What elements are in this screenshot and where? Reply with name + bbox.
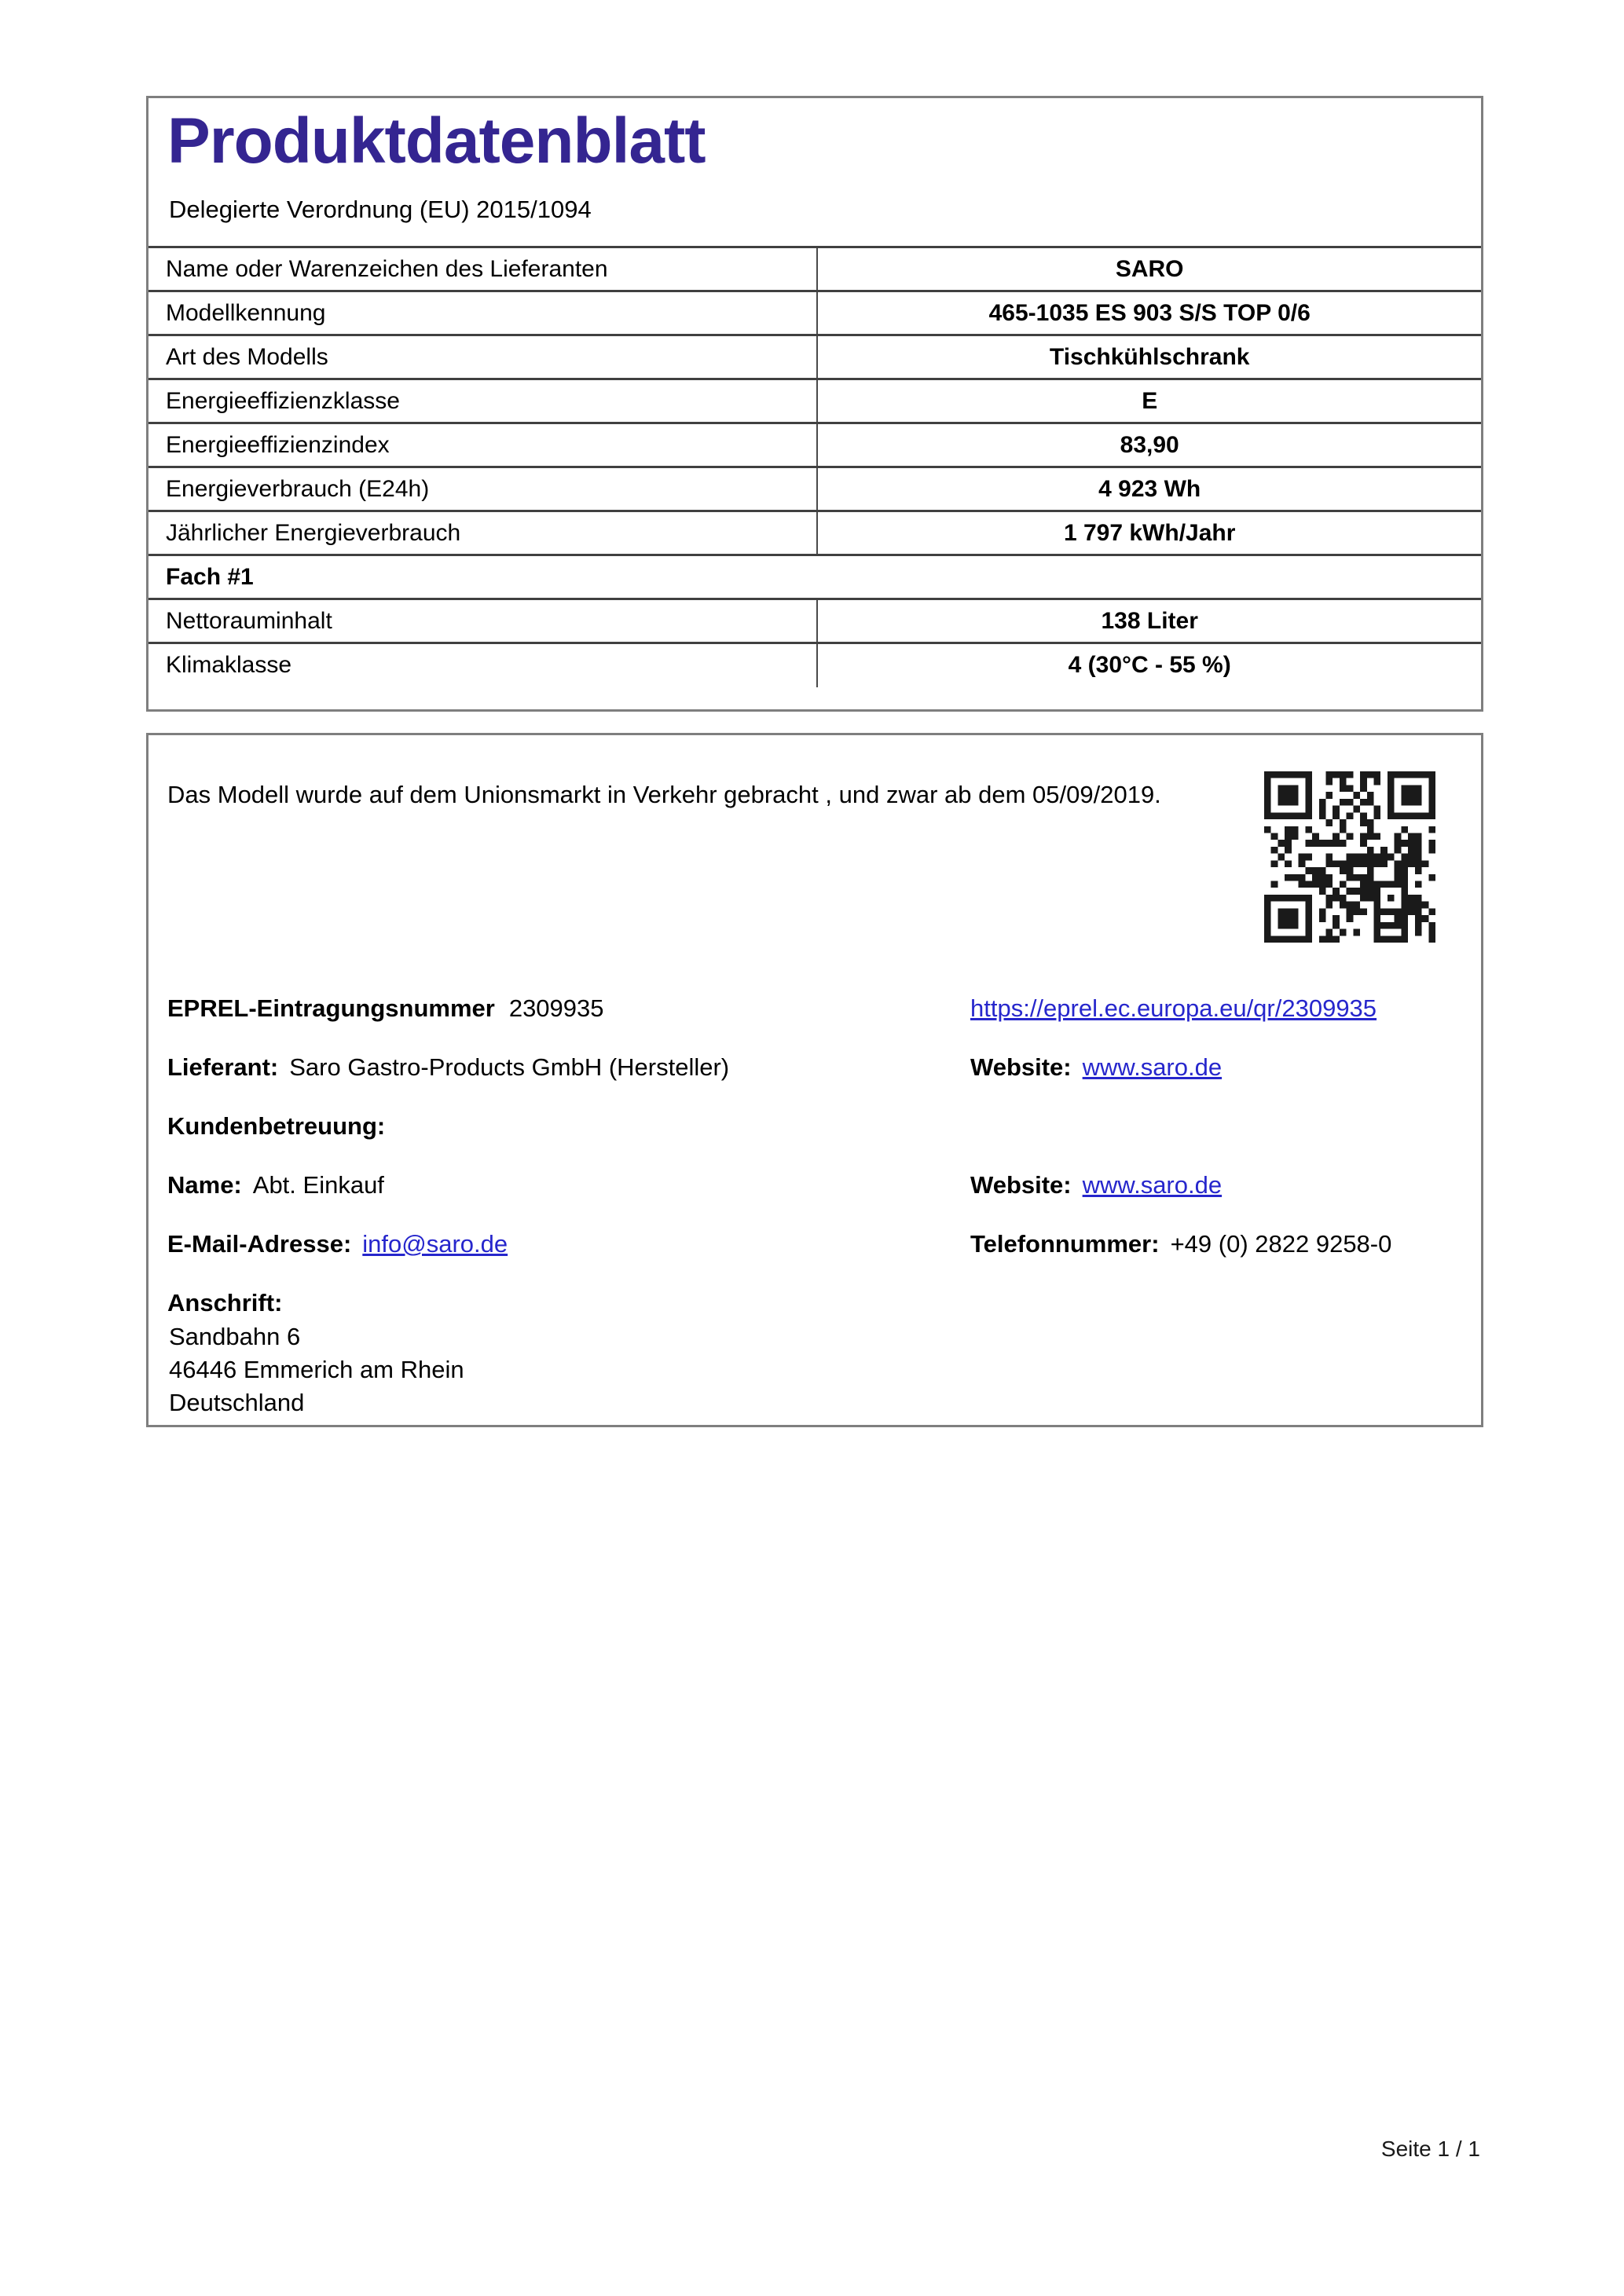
row-label: Energieverbrauch (E24h) (148, 467, 817, 511)
page-number: Seite 1 / 1 (1380, 2137, 1480, 2161)
website-label: Website: (970, 1053, 1072, 1081)
eprel-label: EPREL-Eintragungsnummer (167, 994, 495, 1022)
name-row-right (970, 1171, 1222, 1199)
spec-table (148, 246, 1481, 687)
table-row (148, 643, 1481, 687)
row-label: Energieeffizienzklasse (148, 379, 817, 423)
row-value: 138 Liter (817, 599, 1481, 643)
website-link[interactable]: www.saro.de (1082, 1053, 1223, 1081)
datasheet-header-box (146, 96, 1483, 712)
page-title: Produktdatenblatt (167, 105, 706, 177)
table-row (148, 335, 1481, 379)
eprel-row-left (167, 994, 604, 1023)
table-row (148, 423, 1481, 467)
section-label: Fach #1 (148, 555, 1481, 599)
qr-code-icon (1264, 771, 1435, 943)
table-row (148, 291, 1481, 335)
address-line: Sandbahn 6 (169, 1323, 301, 1350)
row-value: Tischkühlschrank (817, 335, 1481, 379)
eprel-number: 2309935 (508, 994, 604, 1022)
email-label: E-Mail-Adresse: (167, 1230, 352, 1258)
table-row (148, 599, 1481, 643)
lieferant-label: Lieferant: (167, 1053, 279, 1081)
row-label: Modellkennung (148, 291, 817, 335)
row-label: Art des Modells (148, 335, 817, 379)
kundenbetreuung-row (167, 1112, 385, 1141)
regulation-subtitle: Delegierte Verordnung (EU) 2015/1094 (169, 196, 592, 223)
eprel-row-right (970, 994, 1377, 1023)
anschrift-label: Anschrift: (167, 1289, 283, 1316)
name-row-left (167, 1171, 384, 1199)
table-row (148, 247, 1481, 291)
lieferant-row-right (970, 1053, 1222, 1082)
row-value: 1 797 kWh/Jahr (817, 511, 1481, 555)
table-row (148, 511, 1481, 555)
anschrift-row (167, 1289, 282, 1317)
website2-label: Website: (970, 1171, 1072, 1199)
row-label: Jährlicher Energieverbrauch (148, 511, 817, 555)
market-placement-text: Das Modell wurde auf dem Unionsmarkt in Verkehr gebracht , und zwar ab dem 05/09/2019. (167, 781, 1161, 808)
row-value: E (817, 379, 1481, 423)
website2-link[interactable]: www.saro.de (1082, 1171, 1223, 1199)
row-label: Nettorauminhalt (148, 599, 817, 643)
row-value: 465-1035 ES 903 S/S TOP 0/6 (817, 291, 1481, 335)
row-label: Name oder Warenzeichen des Lieferanten (148, 247, 817, 291)
row-label: Energieeffizienzindex (148, 423, 817, 467)
name-value: Abt. Einkauf (252, 1171, 384, 1199)
row-value: 4 (30°C - 55 %) (817, 643, 1481, 687)
row-value: 83,90 (817, 423, 1481, 467)
telefon-label: Telefonnummer: (970, 1230, 1160, 1258)
table-row (148, 379, 1481, 423)
telefon-value: +49 (0) 2822 9258-0 (1170, 1230, 1392, 1258)
eprel-link[interactable]: https://eprel.ec.europa.eu/qr/2309935 (970, 994, 1377, 1022)
email-row-left (167, 1230, 508, 1258)
address-line: 46446 Emmerich am Rhein (169, 1356, 464, 1383)
row-label: Klimaklasse (148, 643, 817, 687)
row-value: SARO (817, 247, 1481, 291)
table-section-row (148, 555, 1481, 599)
email-link[interactable]: info@saro.de (362, 1230, 508, 1258)
email-row-right (970, 1230, 1391, 1258)
lieferant-row-left (167, 1053, 729, 1082)
name-label: Name: (167, 1171, 242, 1199)
address-line: Deutschland (169, 1389, 305, 1416)
row-value: 4 923 Wh (817, 467, 1481, 511)
table-row (148, 467, 1481, 511)
kundenbetreuung-label: Kundenbetreuung: (167, 1112, 386, 1140)
supplier-info-box (146, 733, 1483, 1427)
lieferant-value: Saro Gastro-Products GmbH (Hersteller) (289, 1053, 730, 1081)
